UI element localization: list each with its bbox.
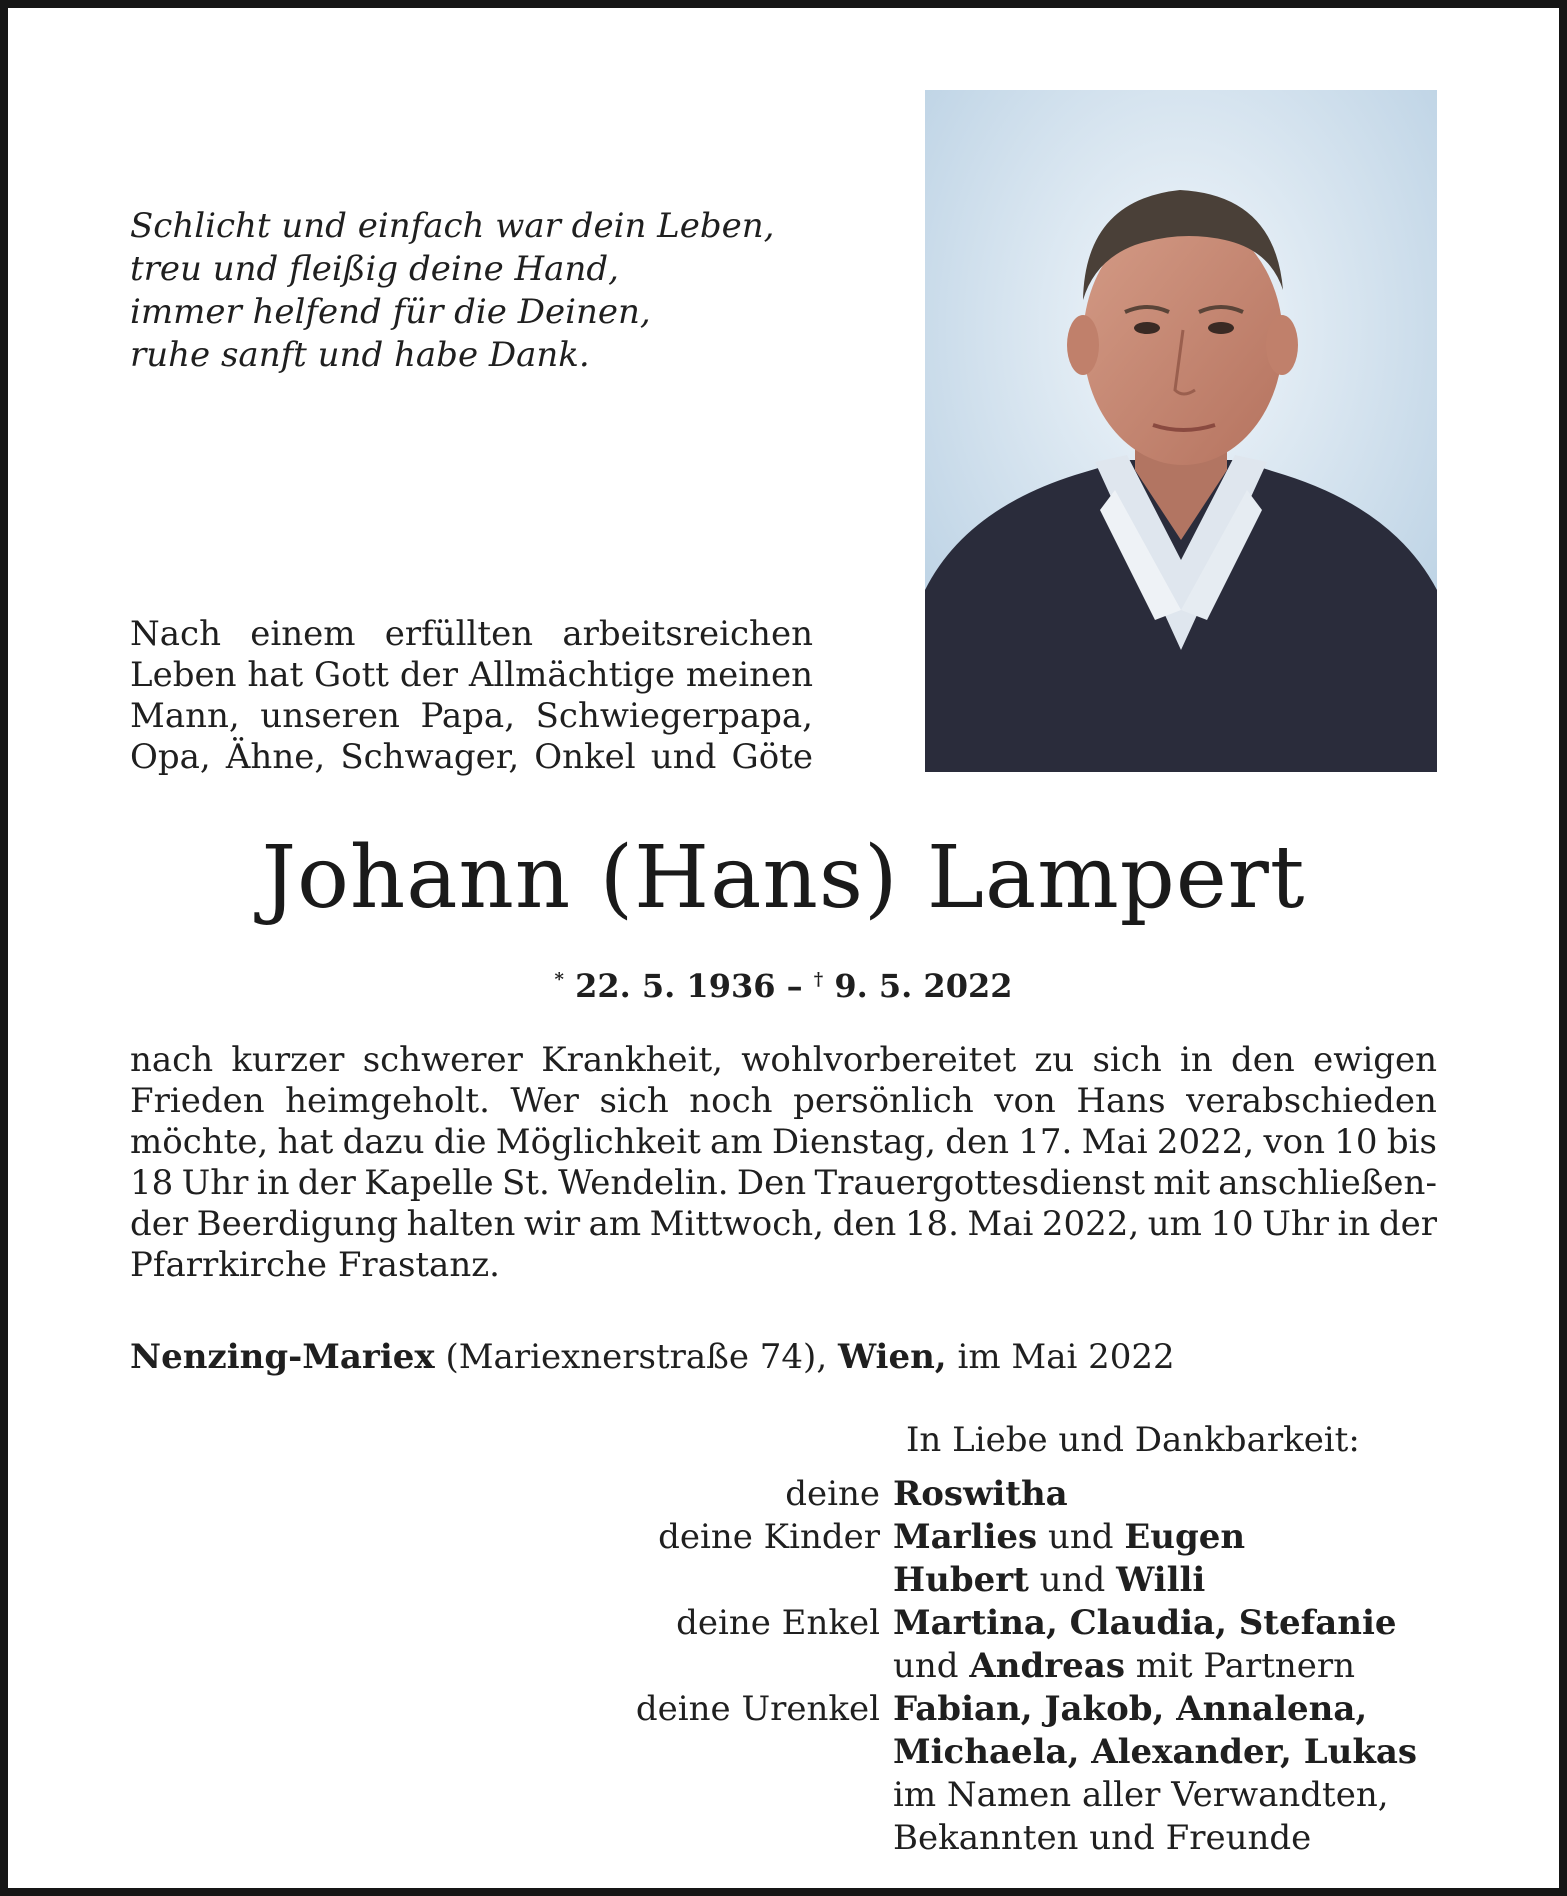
word: verabschieden [1186,1081,1437,1121]
word: am [710,1122,763,1162]
life-dates [0,960,1567,1006]
word: 10 [1210,1204,1254,1244]
place-city: Wien, [837,1337,947,1377]
word: mit [1153,1163,1210,1203]
announcement-text [130,1040,1437,1286]
word: Dienstag, [771,1122,936,1162]
intro-line [130,737,813,778]
word: Schwiegerpapa, [535,696,813,736]
word: Opa, [130,737,211,777]
word: Mai [1081,1122,1148,1162]
word: der [130,1204,189,1244]
word: in [256,1163,290,1203]
word: Krankheit, [541,1040,723,1080]
word: der [297,1163,356,1203]
mourner-relation [0,1774,893,1817]
mourner-row [0,1602,1567,1645]
birth-date: 22. 5. 1936 [575,967,776,1005]
word: am [588,1204,642,1244]
mourner-row [0,1516,1567,1559]
mourner-row [0,1645,1567,1688]
mourner-relation: deine Enkel [676,1603,880,1643]
word: um [1147,1204,1202,1244]
body-line [130,1163,1437,1204]
intro-line [130,655,813,696]
word: den [945,1122,1009,1162]
word: ewigen [1313,1040,1437,1080]
mourner-names [893,1473,1068,1516]
word: der [399,655,458,695]
word: hat [247,655,304,695]
mourner-row [0,1473,1567,1516]
word: halten [406,1204,516,1244]
word: bis [1386,1122,1437,1162]
word: Nach [130,614,221,654]
mourner-text: und [1028,1560,1117,1600]
word: heimgeholt. [285,1081,490,1121]
place-and-date [130,1337,1175,1378]
mourner-name: Martina, Claudia, Stefanie [893,1603,1397,1643]
word: arbeitsreichen [562,614,813,654]
word: meinen [685,655,813,695]
mourner-name: Roswitha [893,1474,1068,1514]
word: persönlich [793,1081,974,1121]
mourner-text: im Namen aller Verwandten, [893,1775,1389,1815]
word: Mai [967,1204,1034,1244]
word: Beerdigung [196,1204,399,1244]
mourner-row [0,1774,1567,1817]
mourner-text: mit Partnern [1124,1646,1356,1686]
word: hat [277,1122,334,1162]
mourner-names [893,1688,1367,1731]
body-line [130,1122,1437,1163]
body-line [130,1040,1437,1081]
word: von [994,1081,1056,1121]
mourner-relation: deine Kinder [658,1517,880,1557]
word: in [1180,1040,1213,1080]
poem-line: treu und fleißig deine Hand, [130,249,619,289]
birth-symbol: * [554,969,564,990]
word: den [832,1204,897,1244]
word: 18 [130,1163,174,1203]
word: Pfarrkirche Frastanz. [130,1245,500,1285]
mourner-name: Hubert [893,1560,1029,1600]
word: Schwager, [340,737,520,777]
word: anschließen- [1218,1163,1437,1203]
word: wir [523,1204,581,1244]
word: sich [1092,1040,1162,1080]
word: kurzer [231,1040,345,1080]
word: Gott [314,655,389,695]
word: zu [1034,1040,1075,1080]
mourner-names [893,1731,1417,1774]
memorial-poem [130,205,775,377]
mourner-relation [0,1731,893,1774]
mourner-relation [0,1645,893,1688]
intro-text [130,614,813,778]
word: Uhr [1262,1204,1330,1244]
word: unseren [260,696,400,736]
word: 18. [904,1204,959,1244]
word: Onkel [534,737,636,777]
mourner-text: und [893,1646,970,1686]
word: Frieden [130,1081,265,1121]
word: schwerer [362,1040,523,1080]
word: Den [736,1163,807,1203]
mourners-list [0,1473,1567,1860]
place-address: (Mariexnerstraße 74), [445,1337,828,1377]
mourner-row [0,1688,1567,1731]
mourner-name: Fabian, Jakob, Annalena, [893,1689,1368,1729]
mourner-names [893,1645,1355,1688]
word: Papa, [420,696,516,736]
mourner-text: Bekannten und Freunde [893,1818,1312,1858]
body-line [130,1245,1437,1286]
word: einem [250,614,356,654]
word: Wer [510,1081,579,1121]
word: 2022, [1041,1204,1140,1244]
word: dazu [342,1122,425,1162]
mourner-relation: deine [785,1474,880,1514]
mourner-relation [0,1817,893,1860]
mourner-row [0,1817,1567,1860]
mourner-name: Marlies [893,1517,1038,1557]
intro-line [130,696,813,737]
word: noch [689,1081,773,1121]
word: wohlvorbereitet [741,1040,1017,1080]
mourner-name: Eugen [1124,1517,1246,1557]
mourner-names [893,1817,1311,1860]
mourner-row [0,1731,1567,1774]
death-symbol: † [813,969,824,990]
word: Trauergottesdienst [814,1163,1145,1203]
mourner-name: Willi [1116,1560,1206,1600]
word: nach [130,1040,214,1080]
word: Kapelle [364,1163,494,1203]
poem-line: Schlicht und einfach war dein Leben, [130,206,775,246]
word: Uhr [181,1163,249,1203]
mourner-names [893,1602,1397,1645]
word: Leben [130,655,237,695]
mourner-names [893,1774,1389,1817]
word: Möglichkeit [495,1122,701,1162]
poem-line: immer helfend für die Deinen, [130,292,651,332]
word: erfüllten [384,614,534,654]
word: 17. [1018,1122,1073,1162]
mourner-name: Michaela, Alexander, Lukas [893,1732,1418,1772]
mourner-relation [0,1559,893,1602]
place-date: im Mai 2022 [957,1337,1175,1377]
word: in [1337,1204,1371,1244]
portrait-photo [925,90,1437,772]
word: 10 [1334,1122,1378,1162]
death-date: 9. 5. 2022 [834,967,1013,1005]
word: den [1231,1040,1295,1080]
body-line [130,1204,1437,1245]
body-line [130,1081,1437,1122]
word: möchte, [130,1122,269,1162]
mourner-names [893,1559,1205,1602]
intro-line [130,614,813,655]
word: der [1378,1204,1437,1244]
word: St. [502,1163,550,1203]
word: von [1263,1122,1326,1162]
word: und [650,737,717,777]
word: sich [599,1081,669,1121]
mourner-name: Andreas [969,1646,1125,1686]
word: Hans [1076,1081,1166,1121]
mourner-relation: deine Urenkel [635,1689,880,1729]
date-separator: – [786,967,803,1005]
closing-line: In Liebe und Dankbarkeit: [906,1420,1360,1460]
word: Wendelin. [558,1163,729,1203]
poem-line: ruhe sanft und habe Dank. [130,335,590,375]
word: Ähne, [225,737,326,777]
mourner-row [0,1559,1567,1602]
word: Mittwoch, [649,1204,824,1244]
word: 2022, [1156,1122,1255,1162]
word: die [433,1122,487,1162]
mourner-text: und [1037,1517,1125,1557]
deceased-name: Johann (Hans) Lampert [261,828,1306,928]
place-town: Nenzing-Mariex [130,1337,435,1377]
word: Mann, [130,696,240,736]
word: Göte [731,737,813,777]
word: Allmächtige [468,655,675,695]
mourner-names [893,1516,1245,1559]
